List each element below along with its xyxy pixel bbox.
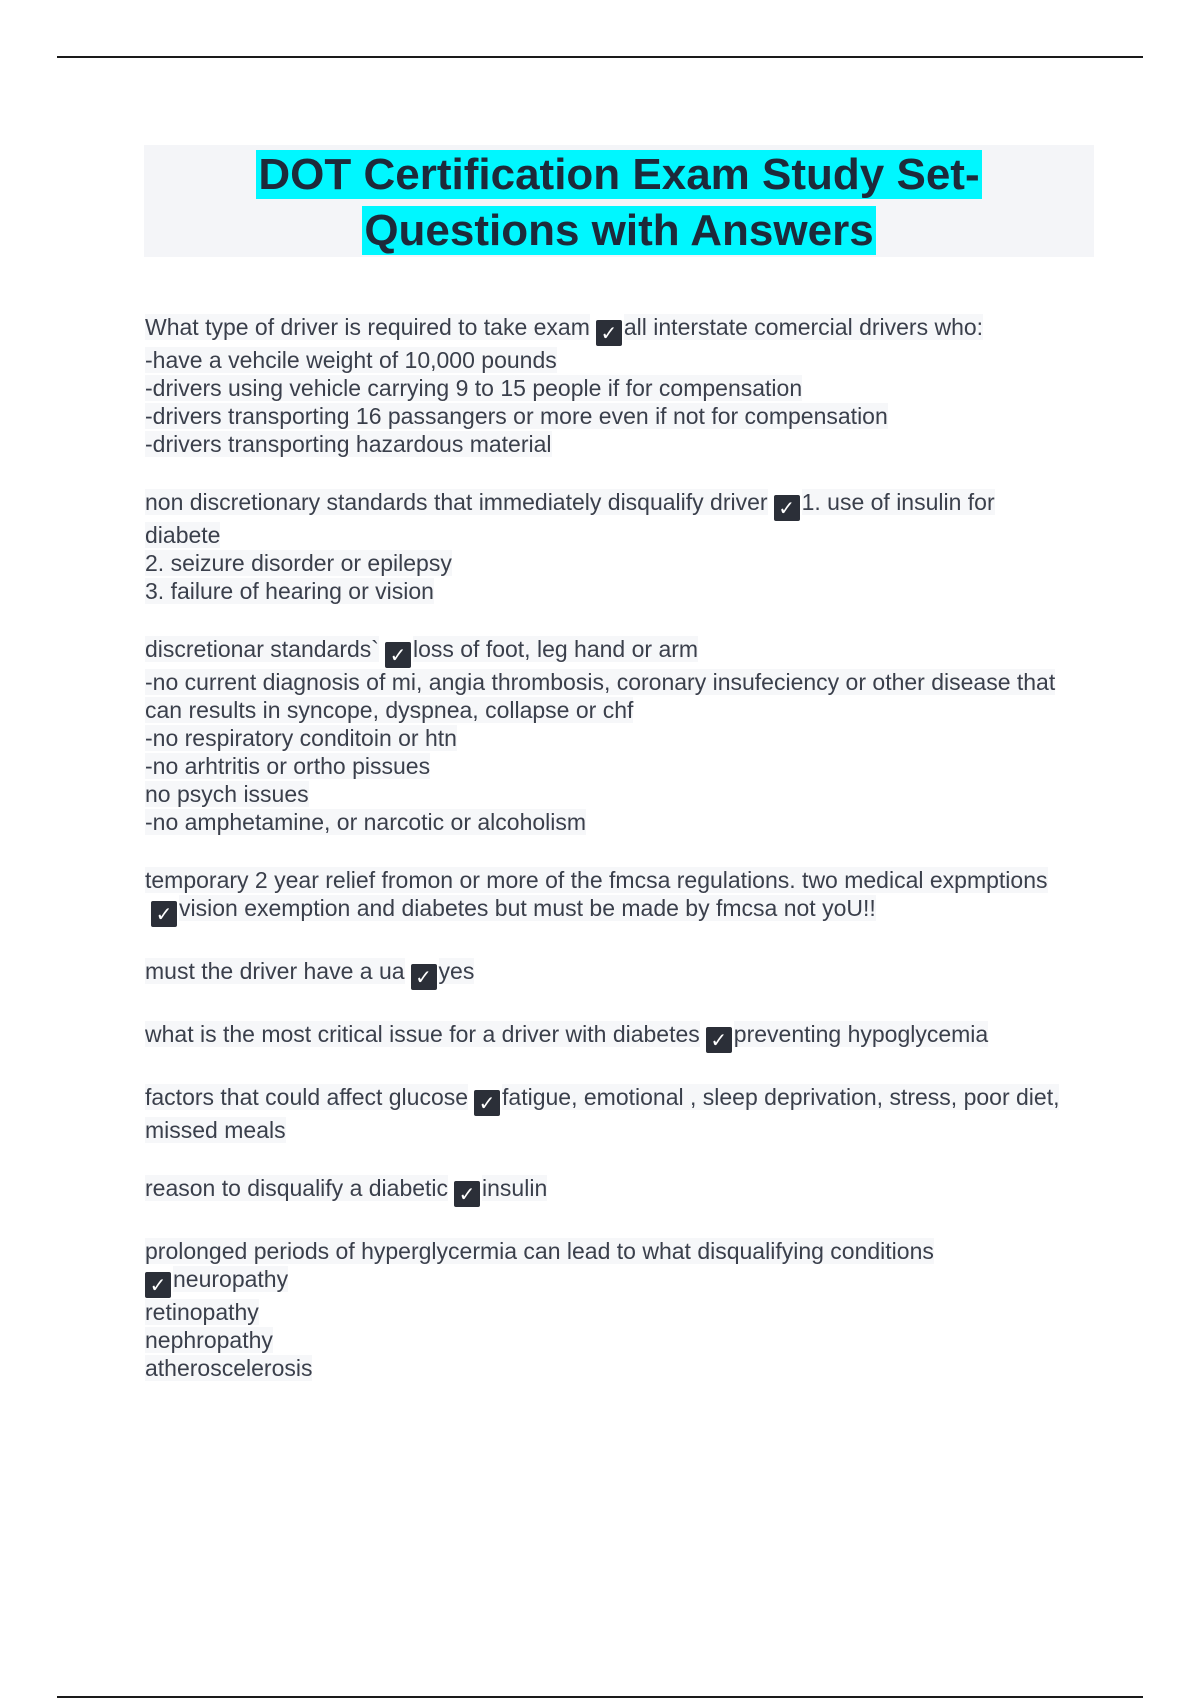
answer-line: -drivers transporting hazardous material xyxy=(145,431,552,457)
answer-text: preventing hypoglycemia xyxy=(733,1021,989,1047)
answer-text: insulin xyxy=(482,1175,548,1201)
answer-text: fatigue, emotional , sleep deprivation, stress, poor diet, missed meals xyxy=(145,1084,1060,1143)
qa-item xyxy=(145,1237,1070,1382)
question-text: temporary 2 year relief fromon or more of the fmcsa regulations. two medical expmptions xyxy=(145,867,1048,893)
answer-line: no psych issues xyxy=(145,781,309,807)
check-box-icon: ✓ xyxy=(474,1090,500,1116)
title-line-1: DOT Certification Exam Study Set- xyxy=(258,150,980,199)
question-text: reason to disqualify a diabetic xyxy=(145,1175,449,1201)
check-box-icon: ✓ xyxy=(454,1181,480,1207)
qa-item xyxy=(145,488,1070,605)
check-box-icon: ✓ xyxy=(145,1272,171,1298)
check-box-icon: ✓ xyxy=(774,495,800,521)
answer-line: -no respiratory conditoin or htn xyxy=(145,725,457,751)
check-box-icon: ✓ xyxy=(706,1027,732,1053)
answer-line: -no arhtritis or ortho pissues xyxy=(145,753,431,779)
question-text: prolonged periods of hyperglycermia can lead to what disqualifying conditions xyxy=(145,1238,934,1264)
question-text: factors that could affect glucose xyxy=(145,1084,469,1110)
question-text: what is the most critical issue for a driver with diabetes xyxy=(145,1021,700,1047)
answer-text: neuropathy xyxy=(173,1266,289,1292)
qa-item xyxy=(145,1083,1070,1144)
answer-line: atheroscelerosis xyxy=(145,1355,313,1381)
top-rule xyxy=(57,56,1143,58)
question-text: must the driver have a ua xyxy=(145,958,405,984)
answer-line: -drivers transporting 16 passangers or more even if not for compensation xyxy=(145,403,888,429)
answer-text: vision exemption and diabetes but must be made by fmcsa not yoU!! xyxy=(179,895,876,921)
answer-line: -have a vehcile weight of 10,000 pounds xyxy=(145,347,557,373)
qa-item xyxy=(145,635,1070,836)
answer-text: all interstate comercial drivers who: xyxy=(623,314,984,340)
question-text: discretionar standards` xyxy=(145,636,379,662)
answer-line: -no amphetamine, or narcotic or alcoholism xyxy=(145,809,587,835)
answer-line: 2. seizure disorder or epilepsy xyxy=(145,550,452,576)
answer-line: retinopathy xyxy=(145,1299,259,1325)
answer-text: 1. use of insulin for diabete xyxy=(145,489,995,548)
qa-item xyxy=(145,1020,1070,1053)
qa-list xyxy=(145,313,1070,1412)
title-box xyxy=(144,145,1094,257)
answer-line: 3. failure of hearing or vision xyxy=(145,578,434,604)
check-box-icon: ✓ xyxy=(151,901,177,927)
check-box-icon: ✓ xyxy=(411,964,437,990)
question-text: What type of driver is required to take exam xyxy=(145,314,590,340)
answer-line: -no current diagnosis of mi, angia thrombosis, coronary insufeciency or other disease that can results in syncope, dyspnea, collapse or chf xyxy=(145,669,1056,723)
answer-text: loss of foot, leg hand or arm xyxy=(412,636,699,662)
answer-text: yes xyxy=(438,958,475,984)
question-text: non discretionary standards that immediately disqualify driver xyxy=(145,489,768,515)
check-box-icon: ✓ xyxy=(385,642,411,668)
title-line-2: Questions with Answers xyxy=(364,206,874,255)
qa-item xyxy=(145,313,1070,458)
qa-item xyxy=(145,866,1070,927)
qa-item xyxy=(145,957,1070,990)
answer-line: nephropathy xyxy=(145,1327,273,1353)
document-title xyxy=(144,145,1094,259)
qa-item xyxy=(145,1174,1070,1207)
answer-line: -drivers using vehicle carrying 9 to 15 people if for compensation xyxy=(145,375,803,401)
bottom-rule xyxy=(57,1696,1143,1698)
check-box-icon: ✓ xyxy=(596,320,622,346)
